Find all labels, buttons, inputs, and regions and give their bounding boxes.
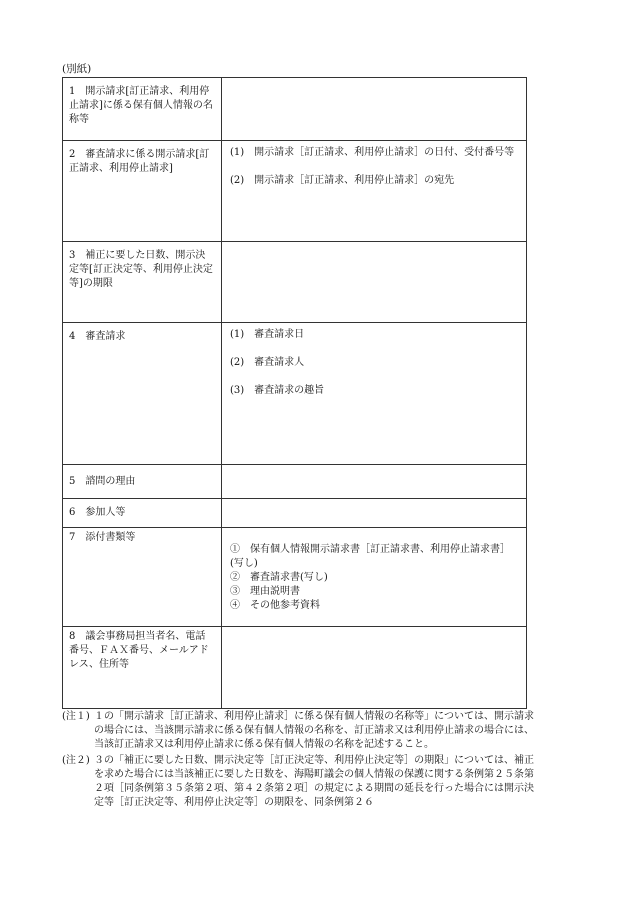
notes-section: [62, 710, 534, 812]
row-label-cell: [63, 499, 222, 528]
content-line: (1) 開示請求［訂正請求、利用停止請求］の日付、受付番号等: [230, 147, 515, 158]
row-content-cell: [222, 465, 527, 499]
row-label: 8 議会事務局担当者名、電話番号、ＦＡＸ番号、メールアドレス、住所等: [69, 631, 209, 670]
row-label-cell: [63, 627, 222, 709]
form-table: [62, 77, 527, 709]
table-row: [63, 78, 527, 141]
row-label: 1 開示請求[訂正請求、利用停止請求]に係る保有個人情報の名称等: [69, 86, 213, 125]
table-row: [63, 141, 527, 242]
row-content-cell: [222, 528, 527, 627]
row-label: 6 参加人等: [69, 507, 126, 518]
document-label: (別紙): [62, 63, 92, 75]
table-row: [63, 499, 527, 528]
content-line: ③ 理由説明書: [230, 586, 300, 597]
content-line: (2) 開示請求［訂正請求、利用停止請求］の宛先: [230, 175, 455, 186]
note-text: １の「開示請求［訂正請求、利用停止請求］に係る保有個人情報の名称等」については、開示請求の場合には、当該開示請求に係る保有個人情報の名称を、訂正請求又は利用停止請求の場合には、当該訂正請求又は利用停止請求に係る保有個人情報の名称を記述すること。: [94, 711, 534, 750]
row-content-cell: [222, 242, 527, 323]
note-item: [62, 754, 534, 810]
row-label-cell: [63, 465, 222, 499]
table-row: [63, 465, 527, 499]
row-label-cell: [63, 141, 222, 242]
note-text: ３の「補正に要した日数、開示決定等［訂正決定等、利用停止決定等］の期限」については、補正を求めた場合には当該補正に要した日数を、海陽町議会の個人情報の保護に関する条例第２５条第２項［同条例第３５条第２項、第４２条第２項］の規定による期間の延長を行った場合には開示決定等［訂正決定等、利用停止決定等］の期限を、同条例第２６: [94, 755, 534, 808]
row-content-cell: [222, 627, 527, 709]
note-label: (注１): [62, 711, 90, 722]
row-content-cell: [222, 141, 527, 242]
row-label: 3 補正に要した日数、開示決定等[訂正決定等、利用停止決定等]の期限: [69, 250, 213, 289]
note-item: [62, 710, 534, 752]
row-label: 7 添付書類等: [69, 532, 136, 543]
content-line: ④ その他参考資料: [230, 600, 320, 611]
row-label-cell: [63, 323, 222, 465]
content-line: (3) 審査請求の趣旨: [230, 385, 325, 396]
table-row: [63, 323, 527, 465]
table-row: [63, 627, 527, 709]
table-row: [63, 242, 527, 323]
row-content-cell: [222, 78, 527, 141]
row-label-cell: [63, 528, 222, 627]
content-line: (2) 審査請求人: [230, 357, 305, 368]
note-label: (注２): [62, 755, 90, 766]
content-line: ② 審査請求書(写し): [230, 572, 328, 583]
row-label: 2 審査請求に係る開示請求[訂正請求、利用停止請求]: [69, 149, 210, 174]
content-line: ① 保有個人情報開示請求書［訂正請求書、利用停止請求書］(写し): [230, 544, 510, 569]
content-line: (1) 審査請求日: [230, 329, 305, 340]
table-row: [63, 528, 527, 627]
row-label-cell: [63, 242, 222, 323]
row-content-cell: [222, 323, 527, 465]
row-label: 4 審査請求: [69, 331, 126, 342]
row-label-cell: [63, 78, 222, 141]
row-label: 5 諮問の理由: [69, 476, 136, 487]
row-content-cell: [222, 499, 527, 528]
